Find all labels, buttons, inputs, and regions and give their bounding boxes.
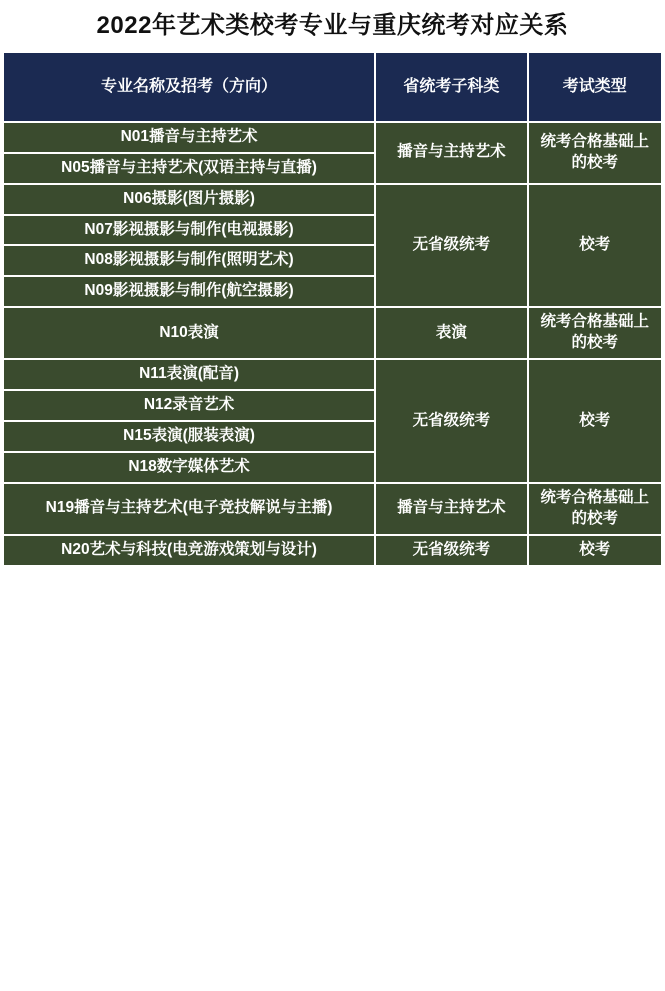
cell-subcategory: 播音与主持艺术 — [375, 483, 527, 535]
page-title: 2022年艺术类校考专业与重庆统考对应关系 — [96, 12, 569, 39]
cell-exam-type: 校考 — [528, 184, 662, 308]
table-body — [3, 122, 662, 566]
cell-major: N01播音与主持艺术 — [3, 122, 375, 153]
cell-major: N06摄影(图片摄影) — [3, 184, 375, 215]
table-row — [3, 535, 662, 566]
cell-major: N10表演 — [3, 307, 375, 359]
cell-exam-type: 统考合格基础上的校考 — [528, 307, 662, 359]
cell-major: N19播音与主持艺术(电子竞技解说与主播) — [3, 483, 375, 535]
header-major: 专业名称及招考（方向） — [3, 52, 375, 122]
cell-subcategory: 播音与主持艺术 — [375, 122, 527, 184]
cell-subcategory: 表演 — [375, 307, 527, 359]
cell-subcategory: 无省级统考 — [375, 184, 527, 308]
cell-subcategory: 无省级统考 — [375, 359, 527, 483]
table-header-row — [3, 52, 662, 122]
cell-major: N11表演(配音) — [3, 359, 375, 390]
table-header — [3, 52, 662, 122]
cell-major: N08影视摄影与制作(照明艺术) — [3, 245, 375, 276]
header-subcategory: 省统考子科类 — [375, 52, 527, 122]
cell-subcategory: 无省级统考 — [375, 535, 527, 566]
cell-major: N18数字媒体艺术 — [3, 452, 375, 483]
correspondence-table — [2, 51, 663, 567]
cell-major: N20艺术与科技(电竞游戏策划与设计) — [3, 535, 375, 566]
cell-exam-type: 校考 — [528, 359, 662, 483]
cell-major: N05播音与主持艺术(双语主持与直播) — [3, 153, 375, 184]
table-row — [3, 307, 662, 359]
cell-major: N12录音艺术 — [3, 390, 375, 421]
cell-exam-type: 统考合格基础上的校考 — [528, 122, 662, 184]
table-row — [3, 184, 662, 215]
table-row — [3, 122, 662, 153]
table-row — [3, 483, 662, 535]
cell-major: N15表演(服装表演) — [3, 421, 375, 452]
cell-exam-type: 统考合格基础上的校考 — [528, 483, 662, 535]
cell-exam-type: 校考 — [528, 535, 662, 566]
header-exam-type: 考试类型 — [528, 52, 662, 122]
cell-major: N07影视摄影与制作(电视摄影) — [3, 215, 375, 246]
table-row — [3, 359, 662, 390]
cell-major: N09影视摄影与制作(航空摄影) — [3, 276, 375, 307]
